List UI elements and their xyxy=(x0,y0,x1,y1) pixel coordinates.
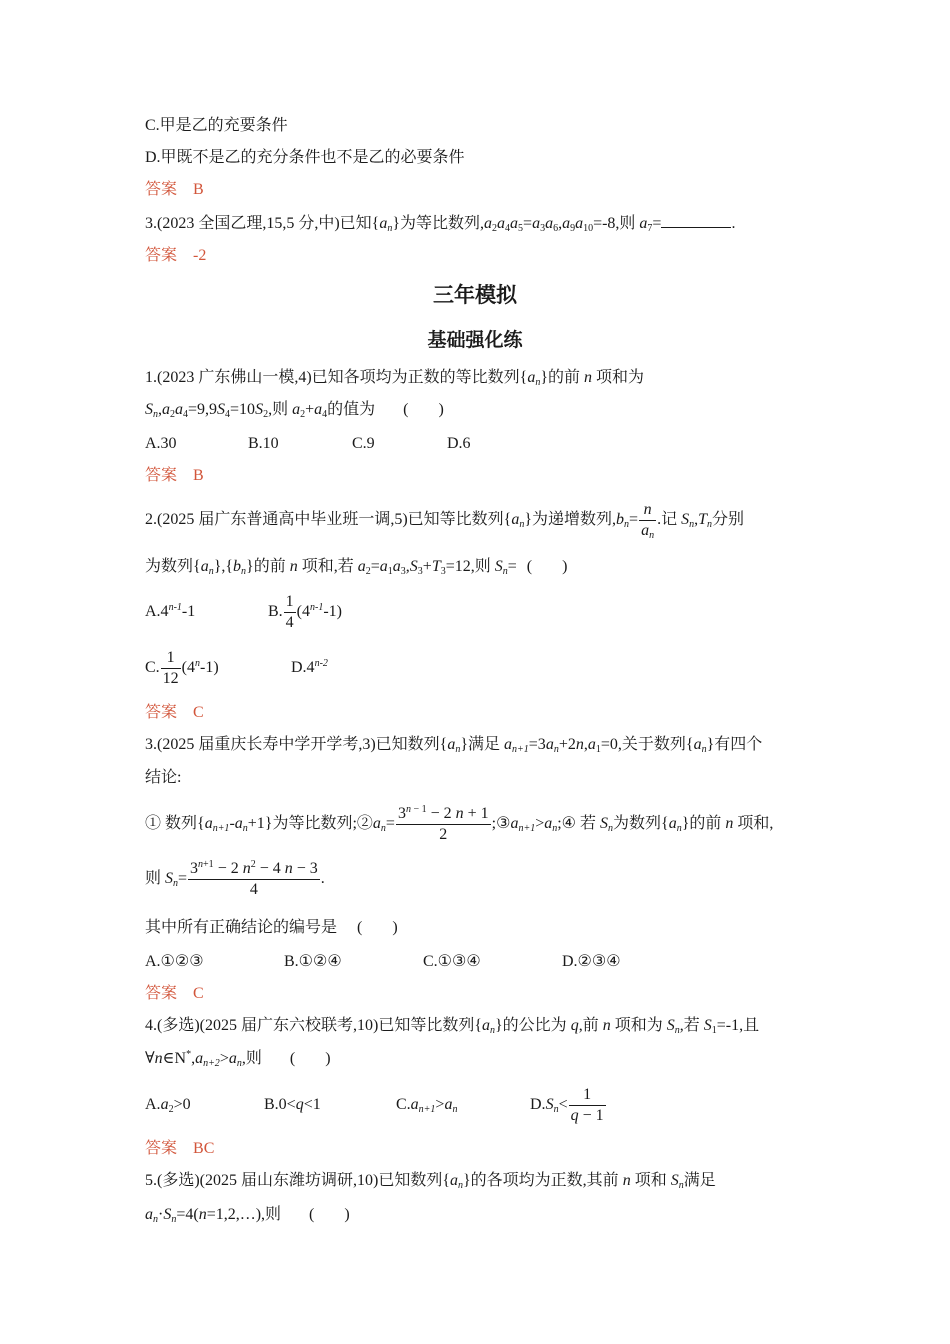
answer-value: C xyxy=(193,704,204,721)
question-1-line-2: $S_n,a_2a_4=9,9S_4=10S_2$,则 $a_2+a_4$的值为 ( ) xyxy=(145,401,444,420)
question-text: .记 xyxy=(657,511,682,528)
question-text: =10 xyxy=(230,401,256,418)
option-text: C. xyxy=(145,659,160,677)
question-text: 3.(2023 全国乙理,15,5 分,中)已知{ xyxy=(145,215,380,232)
answer-blank xyxy=(661,213,731,228)
q3-option-d: D.②③④ xyxy=(562,953,621,970)
answer-label: 答案 xyxy=(145,985,178,1002)
option-text: > xyxy=(435,1096,445,1113)
answer-value: C xyxy=(193,985,204,1002)
question-text: =1,2,…),则 xyxy=(206,1206,282,1223)
answer-label: 答案 xyxy=(145,181,178,198)
q4-option-b: B.0<q<1 xyxy=(264,1096,321,1113)
question-3-line-5 xyxy=(145,918,398,938)
question-text: =-1,且 xyxy=(716,1017,760,1034)
answer-label: 答案 xyxy=(145,467,178,484)
question-text: ,若 xyxy=(679,1017,704,1034)
fraction-n-over-an: $\frac{n}{a_n}$ xyxy=(641,500,655,541)
question-4-line-2: $\forall n\in N^*,a_{n+2}>a_n$,则 ( ) xyxy=(145,1049,331,1069)
question-3-line-2: 结论: xyxy=(145,769,182,786)
question-text: ,则 xyxy=(241,1050,262,1067)
answer-parentheses: ( ) xyxy=(403,401,444,418)
question-text: 项和 xyxy=(630,1172,671,1189)
answer-label: 答案 xyxy=(145,704,178,721)
q1-option-b: B.10 xyxy=(248,435,279,452)
answer-parentheses: ( ) xyxy=(357,919,398,936)
q1-option-d: D.6 xyxy=(447,435,471,452)
option-text: D.4 xyxy=(291,659,315,676)
question-text: , xyxy=(583,736,588,753)
question-text: =4( xyxy=(176,1206,199,1223)
question-text: 其中所有正确结论的编号是 xyxy=(145,919,338,936)
question-text: = xyxy=(385,815,395,832)
fraction-one-quarter: $\frac{1}{4}$ xyxy=(285,593,294,631)
q2-option-c xyxy=(145,648,219,689)
answer-value: -2 xyxy=(193,247,207,264)
question-text: , xyxy=(558,215,563,232)
option-text: >0 xyxy=(173,1096,191,1113)
question-text: , xyxy=(405,558,410,575)
question-text: ,前 xyxy=(578,1017,603,1034)
question-text: ① 数列{ xyxy=(145,815,205,832)
option-d: D.甲既不是乙的充分条件也不是乙的必要条件 xyxy=(145,149,465,166)
question-text: 项和,若 xyxy=(297,558,358,575)
answer-parentheses: ( ) xyxy=(289,1050,331,1067)
question-text: = xyxy=(178,870,188,887)
question-text: = xyxy=(523,215,533,232)
exponent: n xyxy=(195,658,200,670)
exponent: n-1 xyxy=(168,602,182,613)
question-text: ∈N xyxy=(162,1050,187,1067)
q1-option-a: A.30 xyxy=(145,435,177,452)
answer-value: B xyxy=(193,467,204,484)
question-text: }的前 xyxy=(540,369,585,386)
question-2-line-1: 2.(2025 届广东普通高中毕业班一调,5)已知等比数列$\{a_n\}$为递增数列$,b_n=$ $\frac{n}{a_n}$ .记 $S_n,T_n$分别 xyxy=(145,500,744,541)
question-text: , xyxy=(158,401,162,418)
question-2-line-2: 为数列$\{a_n\},\{b_n\}$的前 n 项和,若 $a_2=a_1a_3,S_3+T_3=12$,则 $S_n=$ ( ) xyxy=(145,558,568,577)
option-text: <1 xyxy=(303,1096,321,1113)
q2-option-d xyxy=(291,658,328,678)
option-text: C. xyxy=(396,1096,411,1113)
question-text: = xyxy=(507,558,517,575)
question-text: =9,9 xyxy=(188,401,218,418)
answer-value: BC xyxy=(193,1140,215,1157)
option-text: -1) xyxy=(200,659,219,677)
question-text: 2.(2025 届广东普通高中毕业班一调,5)已知等比数列{ xyxy=(145,511,512,528)
question-3-line-3: ① 数列$\{a_{n+1}-a_n+1\}$为等比数列$;②a_n=$ $\frac{3^{n - 1} - 2 n + 1}{2}$ $;③a_{n+1}>a_n;④$ 若 $S_n$为数列$\{a_n\}$的前 n 项和, xyxy=(145,803,774,843)
question-text: 为数列{ xyxy=(145,558,201,575)
question-text: =3 xyxy=(528,736,546,753)
question-text: }为等比数列, xyxy=(392,215,485,232)
answer-line xyxy=(145,703,204,723)
q3-option-c: C.①③④ xyxy=(423,953,481,970)
question-text: 项和为 xyxy=(610,1017,667,1034)
answer-parentheses: ( ) xyxy=(309,1206,350,1223)
option-text: A.4 xyxy=(145,603,169,620)
question-text: · xyxy=(158,1206,164,1223)
question-text: }为递增数列, xyxy=(524,511,617,528)
question-text: 则 xyxy=(145,870,166,887)
question-text: ,则 xyxy=(268,401,293,418)
option-text: B. xyxy=(268,603,283,621)
option-text: B.0< xyxy=(264,1096,296,1113)
question-text: > xyxy=(219,1050,229,1067)
answer-line xyxy=(145,984,204,1004)
question-4-line-1: 4.(多选)(2025 届广东六校联考,10)已知等比数列$\{a_n\}$的公比为 q,前 n 项和为 $S_n$,若 $S_1=-1$,且 xyxy=(145,1017,760,1036)
question-text: 4.(多选)(2025 届广东六校联考,10)已知等比数列{ xyxy=(145,1017,482,1034)
fraction-an-formula: $\frac{3^{n - 1} - 2 n + 1}{2}$ xyxy=(397,803,489,843)
question-text: 项和, xyxy=(733,815,774,832)
q2-option-b xyxy=(268,592,342,633)
question-text: ;④ 若 xyxy=(557,815,601,832)
answer-value: B xyxy=(193,181,204,198)
question-text: ;③ xyxy=(491,815,511,832)
answer-line xyxy=(145,466,204,486)
option-text: -1) xyxy=(323,603,342,621)
option-text: (4 xyxy=(296,603,310,621)
answer-label: 答案 xyxy=(145,247,178,264)
question-5-line-2: $a_n\cdot S_n=4(n=1,2,\dots)$,则 ( ) xyxy=(145,1206,350,1225)
section-subtitle: 基础强化练 xyxy=(427,329,523,351)
fraction-one-over-q-minus-one: $\frac{1}{q - 1}$ xyxy=(570,1085,604,1124)
question-3-line-4: 则 $S_n=$ $\frac{3^{n+1} - 2 n^2 - 4 n - 3}{4}$ . xyxy=(145,858,325,898)
question-text: 的值为 xyxy=(327,401,376,418)
question-text: =-8,则 xyxy=(593,215,640,232)
q3-option-a: A.①②③ xyxy=(145,953,204,970)
answer-label: 答案 xyxy=(145,1140,178,1157)
question-text: }的公比为 xyxy=(495,1017,571,1034)
question-text: +2 xyxy=(558,736,576,753)
question-3-prev: 3.(2023 全国乙理,15,5 分,中)已知$\{a_n\}$为等比数列$,a_2a_4a_5=a_3a_6,a_9a_{10}=-8$,则 $a_7=$ . xyxy=(145,215,736,234)
option-text: -1 xyxy=(181,603,196,620)
question-text: ∀ xyxy=(145,1050,155,1067)
answer-line xyxy=(145,1139,214,1159)
question-text: =12,则 xyxy=(445,558,495,575)
question-text: 1.(2023 广东佛山一模,4)已知各项均为正数的等比数列{ xyxy=(145,369,528,386)
q3-option-b: B.①②④ xyxy=(284,953,342,970)
question-text: . xyxy=(320,870,325,887)
option-text: A. xyxy=(145,1096,161,1113)
option-c: C.甲是乙的充要条件 xyxy=(145,117,288,134)
q4-option-a: $A.a_2>0$ xyxy=(145,1096,191,1115)
question-text: }的前 xyxy=(681,815,726,832)
option-text: D. xyxy=(530,1096,546,1113)
question-1-line-1: 1.(2023 广东佛山一模,4)已知各项均为正数的等比数列$\{a_n\}$的前 n 项和为 xyxy=(145,369,645,388)
question-text: , xyxy=(191,1050,196,1067)
question-text: 3.(2025 届重庆长寿中学开学考,3)已知数列{ xyxy=(145,736,448,753)
q4-option-d: $D.S_n<$ $\frac{1}{q - 1}$ xyxy=(530,1085,604,1124)
fraction-one-twelfth: $\frac{1}{12}$ xyxy=(162,649,179,687)
question-text: 5.(多选)(2025 届山东潍坊调研,10)已知数列{ xyxy=(145,1172,450,1189)
question-text: }的各项均为正数,其前 xyxy=(463,1172,623,1189)
question-text: }的前 xyxy=(246,558,290,575)
exponent: n-2 xyxy=(314,658,328,669)
q2-option-a xyxy=(145,602,195,622)
question-text: > xyxy=(535,815,545,832)
fraction-sn-formula: $\frac{3^{n+1} - 2 n^2 - 4 n - 3}{4}$ xyxy=(190,858,318,898)
answer-line xyxy=(145,246,206,266)
question-3-line-1: 3.(2025 届重庆长寿中学开学考,3)已知数列$\{a_n\}$满足 $a_{n+1}=3a_n+2n,a_1=0$,关于数列$\{a_n\}$有四个 xyxy=(145,736,763,755)
exponent: n-1 xyxy=(310,602,324,614)
question-text: 满足 xyxy=(683,1172,716,1189)
question-text: 分别 xyxy=(711,511,744,528)
option-text: < xyxy=(558,1096,568,1113)
question-text: 项和为 xyxy=(592,369,645,386)
question-text: 为数列{ xyxy=(613,815,669,832)
question-text: +1}为等比数列;② xyxy=(247,815,373,832)
question-text: =0,关于数列{ xyxy=(600,736,694,753)
question-text: }有四个 xyxy=(706,736,763,753)
question-text: },{ xyxy=(213,558,234,575)
answer-line xyxy=(145,180,204,200)
q4-option-c: $C.a_{n+1}>a_n$ xyxy=(396,1096,458,1115)
q1-option-c: C.9 xyxy=(352,435,375,452)
answer-parentheses: ( ) xyxy=(526,558,568,575)
option-text: (4 xyxy=(181,659,195,677)
question-text: }满足 xyxy=(460,736,505,753)
question-5-line-1: 5.(多选)(2025 届山东潍坊调研,10)已知数列$\{a_n\}$的各项均为正数,其前 n 项和 $S_n$满足 xyxy=(145,1172,716,1191)
section-title: 三年模拟 xyxy=(433,283,517,307)
question-text: = xyxy=(652,215,662,232)
